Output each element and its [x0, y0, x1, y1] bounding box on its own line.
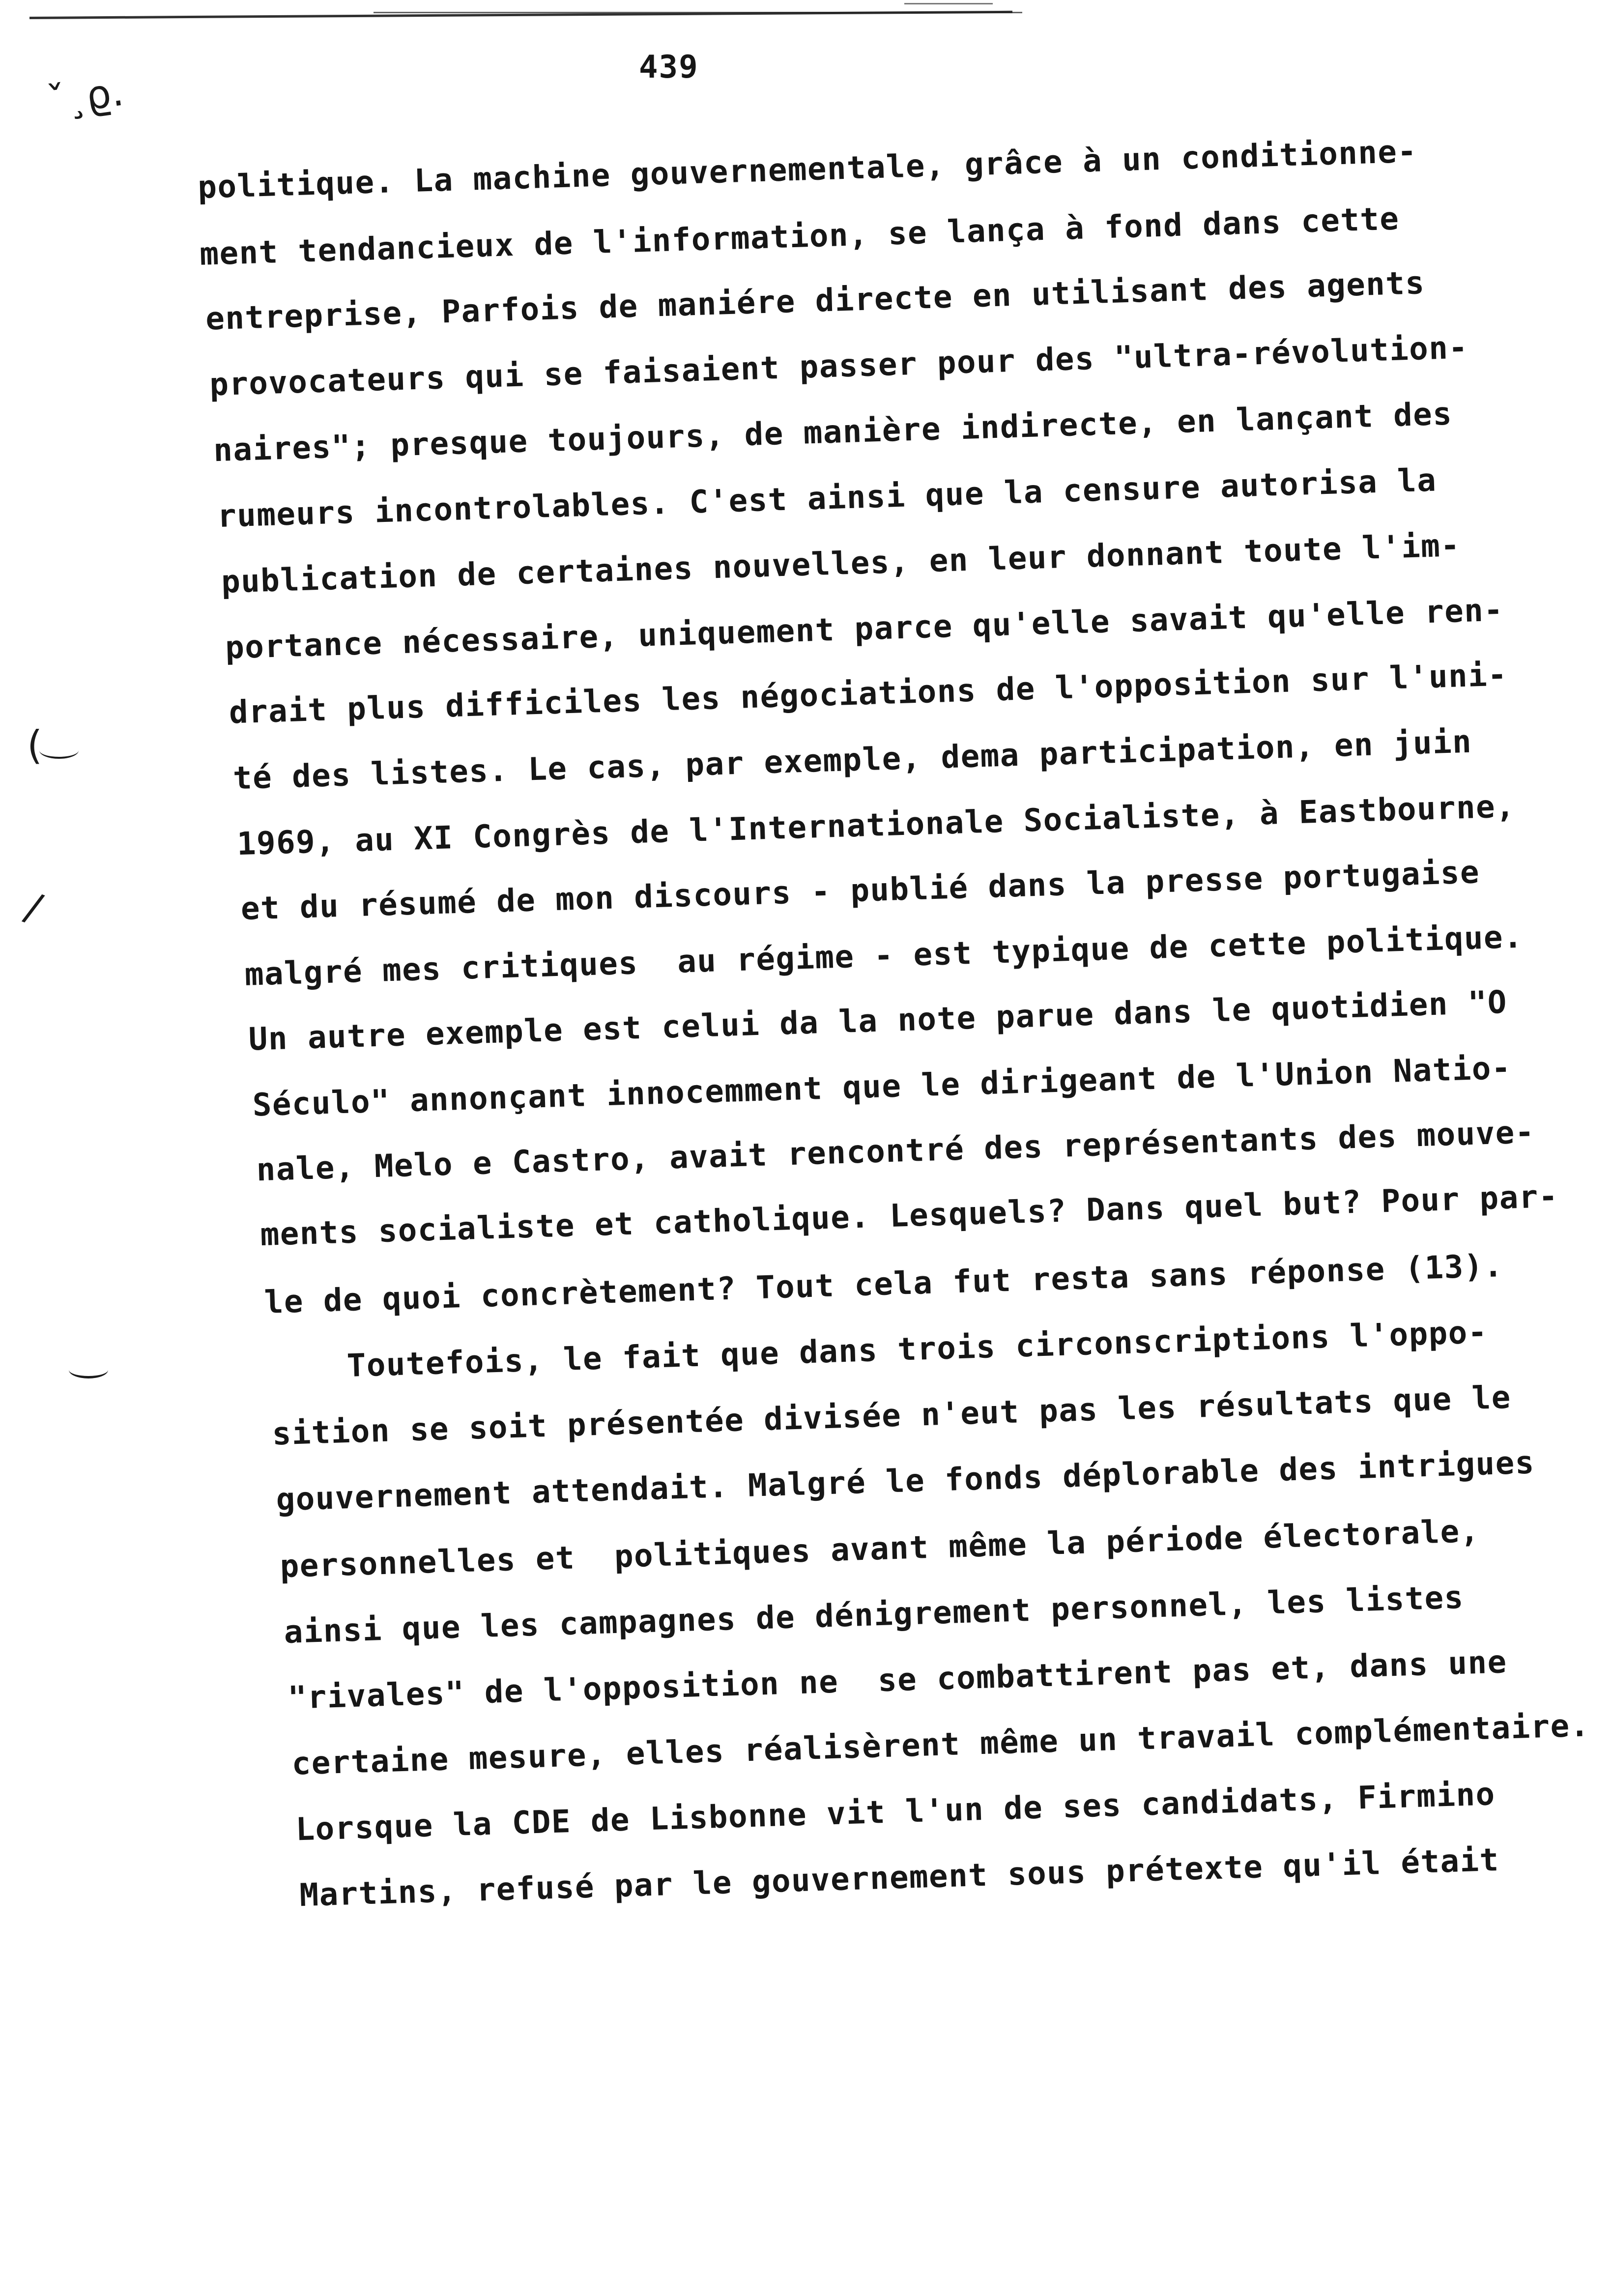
- text-line: et du résumé de mon discours - publié dans la presse portugaise: [240, 854, 1480, 927]
- text-line: le de quoi concrètement? Tout cela fut resta sans réponse (13).: [263, 1248, 1504, 1321]
- text-line: Martins, refusé par le gouvernement sous prétexte qu'il était: [299, 1841, 1500, 1914]
- top-rule-fragment: [904, 3, 993, 4]
- text-line: 1969, au XI Congrès de l'Internationale Socialiste, à Eastbourne,: [236, 788, 1516, 863]
- text-line: ments socialiste et catholique. Lesquels? Dans quel but? Pour par-: [259, 1178, 1559, 1254]
- margin-curve-mark: [69, 1361, 108, 1378]
- text-line: portance nécessaire, uniquement parce qu'elle savait qu'elle ren-: [225, 592, 1504, 666]
- text-line: ment tendancieux de l'information, se lança à fond dans cette: [199, 201, 1400, 273]
- text-line: sition se soit présentée divisée n'eut pas les résultats que le: [271, 1379, 1512, 1453]
- text-line: drait plus difficiles les négociations de l'opposition sur l'uni-: [229, 657, 1508, 731]
- margin-curve-mark: [39, 742, 79, 759]
- text-line: Un autre exemple est celui da la note parue dans le quotidien "O: [248, 984, 1508, 1058]
- text-line: naires"; presque toujours, de manière indirecte, en lançant des: [213, 396, 1453, 469]
- margin-slash-mark: /: [19, 884, 48, 931]
- text-line: malgré mes critiques au régime - est typique de cette politique.: [244, 918, 1524, 993]
- paragraph-start-line: Toutefois, le fait que dans trois circonscriptions l'oppo-: [267, 1314, 1488, 1387]
- text-line: "rivales" de l'opposition ne se combattirent pas et, dans une: [287, 1644, 1508, 1717]
- text-line: entreprise, Parfois de maniére directe en utilisant des agents: [205, 264, 1426, 338]
- margin-paren-mark: (: [27, 722, 43, 768]
- text-line: ainsi que les campagnes de dénigrement personnel, les listes: [283, 1579, 1465, 1651]
- text-line: personnelles et politiques avant même la période électorale,: [279, 1513, 1480, 1585]
- page-number: 439: [639, 49, 699, 86]
- text-line: rumeurs incontrolables. C'est ainsi que la censure autorisa la: [217, 462, 1438, 535]
- text-line: Lorsque la CDE de Lisbonne vit l'un de ses candidats, Firmino: [295, 1776, 1496, 1848]
- text-line: Século" annonçant innocemment que le dirigeant de l'Union Natio-: [252, 1050, 1512, 1124]
- text-line: publication de certaines nouvelles, en leur donnant toute l'im-: [221, 527, 1461, 601]
- text-line: politique. La machine gouvernementale, grâce à un conditionne-: [197, 133, 1418, 206]
- text-line: certaine mesure, elles réalisèrent même un travail complémentaire.: [291, 1707, 1590, 1782]
- margin-handwritten-note: ˇ¸ϱ.: [44, 68, 126, 125]
- text-line: nale, Melo e Castro, avait rencontré des représentants des mouve-: [256, 1114, 1535, 1189]
- text-line: gouvernement attendait. Malgré le fonds déplorable des intrigues: [275, 1444, 1535, 1519]
- text-line: provocateurs qui se faisaient passer pour des "ultra-révolution-: [209, 329, 1469, 403]
- typewritten-text-block: [197, 106, 1612, 2064]
- top-rule-secondary: [374, 12, 1022, 13]
- text-line: té des listes. Le cas, par exemple, dema participation, en juin: [232, 723, 1473, 797]
